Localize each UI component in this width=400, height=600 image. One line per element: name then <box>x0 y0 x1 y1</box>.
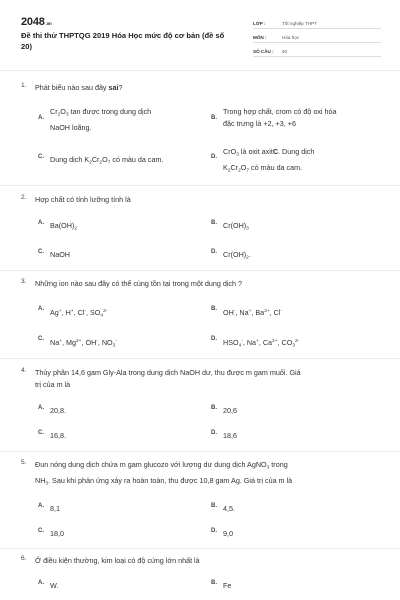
option-letter: A. <box>38 580 44 586</box>
option-letter: D. <box>211 430 217 436</box>
question-number: 2. <box>21 194 27 201</box>
meta-class-key: LỚP : <box>253 21 266 26</box>
option-text: 16,8. <box>50 431 66 440</box>
option-text: 18,0 <box>50 529 64 538</box>
option-letter: A. <box>38 405 44 411</box>
option-letter: A. <box>38 115 44 121</box>
question-text: Hợp chất có tính lưỡng tính là <box>35 195 131 204</box>
question-number: 5. <box>21 459 27 466</box>
option-text: $Cr_2O_3$ tan được trong dung dịch NaOH loãng. <box>50 107 152 132</box>
option-text: Na+, $Mg^{2+}$, OH-, $NO_3^-$ <box>50 338 117 349</box>
option-letter: D. <box>211 249 217 255</box>
option-letter: C. <box>38 154 44 160</box>
question-number: 1. <box>21 82 27 89</box>
option-letter: C. <box>38 430 44 436</box>
meta-subject-row <box>253 31 381 43</box>
option-letter: B. <box>211 306 217 312</box>
option-text: $Ba(OH)_2$ <box>50 221 78 232</box>
exam-header <box>0 0 400 66</box>
question-text: Thủy phân 14,6 gam Gly-Ala trong dung dịch NaOH dư, thu được m gam muối. Giá trị của m là <box>35 368 301 389</box>
option-letter: C. <box>38 249 44 255</box>
option-text: $Cr(OH)_3$ <box>223 221 249 232</box>
site-logo[interactable]: 2048.vn <box>21 16 52 28</box>
option-text: 18,6 <box>223 431 237 440</box>
option-letter: B. <box>211 580 217 586</box>
option-text: Fe <box>223 581 232 590</box>
option-letter: B. <box>211 220 217 226</box>
question-number: 6. <box>21 555 27 562</box>
option-text: 9,0 <box>223 529 233 538</box>
option-text: 4,5. <box>223 504 235 513</box>
meta-class-row <box>253 17 381 29</box>
question-text: Phát biểu nào sau đây sai? <box>35 83 123 92</box>
exam-meta <box>253 17 381 59</box>
option-text: W. <box>50 581 59 590</box>
option-letter: C. <box>38 336 44 342</box>
option-text: NaOH <box>50 250 70 259</box>
header-divider <box>0 70 400 71</box>
question-divider <box>0 270 400 271</box>
logo-suffix: .vn <box>45 21 52 26</box>
question-divider <box>0 548 400 549</box>
meta-subject-key: MÔN : <box>253 35 267 40</box>
option-text: 8,1 <box>50 504 60 513</box>
option-letter: D. <box>211 336 217 342</box>
option-text: Ag+, H+, Cl-, $SO_4^{2-}$ <box>50 308 108 319</box>
option-text: 20,6 <box>223 406 237 415</box>
option-text: CrO$_3$ là oxit axitC. Dung dịch $K_2Cr_2O_7$ có màu da cam. <box>223 147 315 173</box>
meta-count-key: SỐ CÂU : <box>253 49 274 54</box>
option-letter: A. <box>38 220 44 226</box>
question-number: 4. <box>21 367 27 374</box>
option-letter: C. <box>38 528 44 534</box>
meta-count-value: 40 <box>282 49 288 54</box>
option-letter: B. <box>211 503 217 509</box>
question-text: Đun nóng dung dịch chứa m gam glucozo với lượng dư dung dịch AgNO$_3$ trong $NH_3$. Sau khi phản ứng xảy ra hoàn toàn, thu được 10,8 gam Ag. Giá trị của m là <box>35 460 293 486</box>
option-text: Dung dịch $K_2Cr_2O_7$ có màu da cam. <box>50 155 164 166</box>
question-divider <box>0 185 400 186</box>
option-text: $HSO_4^-$, Na+, $Ca^{2+}$, $CO_3^{2-}$ <box>223 338 300 349</box>
meta-class-value: Tốt nghiệp THPT <box>282 21 317 26</box>
option-letter: D. <box>211 528 217 534</box>
question-number: 3. <box>21 278 27 285</box>
meta-count-row <box>253 45 381 57</box>
option-text: $Cr(OH)_2$. <box>223 250 251 261</box>
option-letter: D. <box>211 154 217 160</box>
question-text: Ở điều kiện thường, kim loại có độ cứng lớn nhất là <box>35 556 200 565</box>
option-letter: A. <box>38 503 44 509</box>
option-text: OH-, Na+, $Ba^{2+}$, Cl- <box>223 308 283 317</box>
question-divider <box>0 358 400 359</box>
option-letter: B. <box>211 115 217 121</box>
option-text: 20,8. <box>50 406 66 415</box>
question-divider <box>0 451 400 452</box>
option-text: Trong hợp chất, crom có độ oxi hóa đặc trưng là +2, +3, +6 <box>223 107 337 128</box>
option-letter: B. <box>211 405 217 411</box>
exam-title: Đề thi thử THPTQG 2019 Hóa Học mức độ cơ bản (đề số 20) <box>21 31 225 51</box>
meta-subject-value: Hóa học <box>282 35 300 40</box>
question-text: Những ion nào sau đây có thể cùng tồn tại trong một dung dịch ? <box>35 279 242 288</box>
option-letter: A. <box>38 306 44 312</box>
